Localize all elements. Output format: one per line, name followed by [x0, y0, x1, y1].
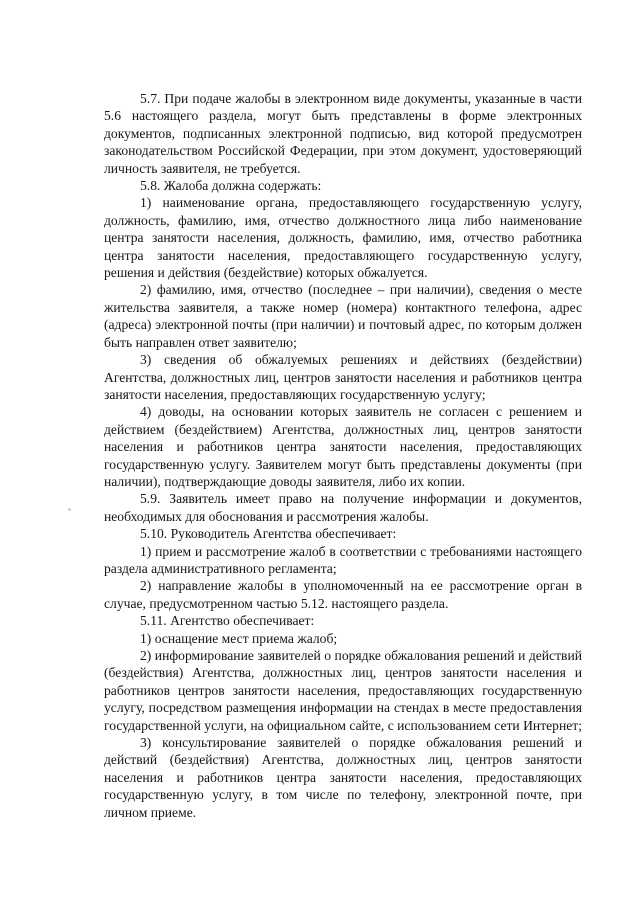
paragraph-5-8-item-1: 1) наименование органа, предоставляющего государственную услугу, должность, фамилию, имя, отчество должностного лица либо наименование центра занятости населения, должность, фамилию, имя, отчество работника центра занятости населения, предоставляющего государственную услугу, решения и действия (бездействие) которых обжалуется.: [104, 195, 582, 281]
paragraph-5-10-item-2: 2) направление жалобы в уполномоченный на ее рассмотрение орган в случае, предусмотренном частью 5.12. настоящего раздела.: [104, 578, 582, 611]
paragraph-5-7: 5.7. При подаче жалобы в электронном виде документы, указанные в части 5.6 настоящего раздела, могут быть представлены в форме электронных документов, подписанных электронной подписью, вид которой предусмотрен законодательством Российской Федерации, при этом документ, удостоверяющий личность заявителя, не требуется.: [104, 91, 582, 176]
paragraph-5-8-item-2: 2) фамилию, имя, отчество (последнее – при наличии), сведения о месте жительства заявителя, а также номер (номера) контактного телефона, адрес (адреса) электронной почты (при наличии) и почтовый адрес, по которым должен быть направлен ответ заявителю;: [104, 282, 582, 350]
paragraph-5-8-item-4: 4) доводы, на основании которых заявитель не согласен с решением и действием (бездействием) Агентства, должностных лиц, центров занятости населения и работников центра занятости населения, предоставляющих государственную услугу. Заявителем могут быть представлены документы (при наличии), подтверждающие доводы заявителя, либо их копии.: [104, 404, 582, 489]
paragraph-5-11-heading: 5.11. Агентство обеспечивает:: [140, 613, 315, 629]
paragraph-5-9: 5.9. Заявитель имеет право на получение информации и документов, необходимых для обоснования и рассмотрения жалобы.: [104, 491, 582, 524]
scan-speck: [68, 508, 71, 511]
paragraph-5-8-item-3: 3) сведения об обжалуемых решениях и действиях (бездействии) Агентства, должностных лиц, центров занятости населения и работников центра занятости населения, предоставляющих государственную услугу;: [104, 352, 582, 402]
paragraph-5-11-item-1: 1) оснащение мест приема жалоб;: [140, 630, 338, 646]
document-body: [104, 90, 582, 821]
paragraph-5-10-item-1: 1) прием и рассмотрение жалоб в соответствии с требованиями настоящего раздела административного регламента;: [104, 543, 582, 576]
paragraph-5-10-heading: 5.10. Руководитель Агентства обеспечивает:: [140, 526, 397, 542]
paragraph-5-11-item-2: 2) информирование заявителей о порядке обжалования решений и действий (бездействия) Агентства, должностных лиц, центров занятости населения и работников центров занятости населения, предоставляющих государственную услугу, посредством размещения информации на стендах в месте предоставления государственной услуги, на официальном сайте, с использованием сети Интернет;: [104, 648, 582, 733]
paragraph-5-8-heading: 5.8. Жалоба должна содержать:: [140, 178, 322, 194]
paragraph-5-11-item-3: 3) консультирование заявителей о порядке обжалования решений и действий (бездействия) Агентства, должностных лиц, центров занятости населения и работников центра занятости населения, предоставляющих государственную услугу, в том числе по телефону, электронной почте, при личном приеме.: [104, 735, 582, 820]
